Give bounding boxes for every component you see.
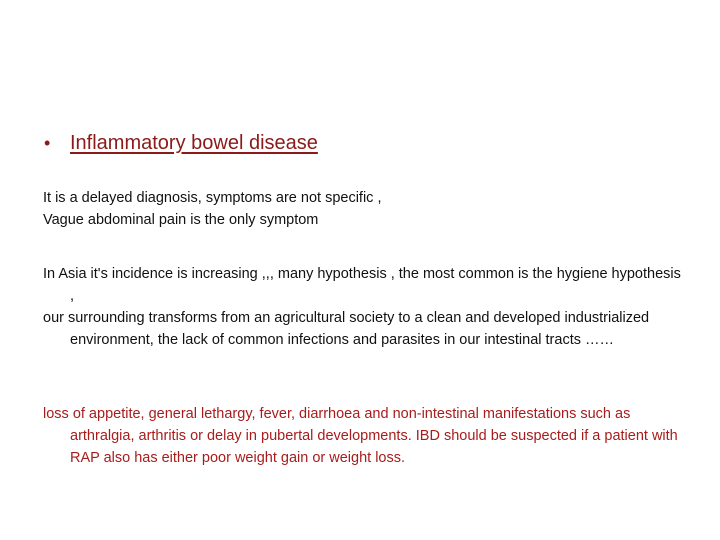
symptom-text-block bbox=[43, 187, 683, 231]
bullet-icon: • bbox=[44, 133, 51, 153]
manifestations-text-block bbox=[43, 403, 683, 469]
paragraph-manifestations: loss of appetite, general lethargy, fever, diarrhoea and non-intestinal manifestations such as arthralgia, arthritis or delay in pubertal developments. IBD should be suspected if a patient with RAP also has either poor weight gain or weight loss. bbox=[43, 406, 678, 466]
paragraph-asia-incidence: In Asia it's incidence is increasing ,,, many hypothesis , the most common is the hygiene hypothesis , bbox=[43, 266, 681, 304]
hypothesis-text-block bbox=[43, 263, 683, 351]
paragraph-abdominal-pain: Vague abdominal pain is the only symptom bbox=[43, 212, 319, 228]
slide-heading bbox=[44, 132, 318, 155]
paragraph-environment: our surrounding transforms from an agricultural society to a clean and developed industrialized environment, the lack of common infections and parasites in our intestinal tracts …… bbox=[43, 310, 650, 348]
heading-text: Inflammatory bowel disease bbox=[70, 132, 318, 154]
paragraph-delayed-diagnosis: It is a delayed diagnosis, symptoms are not specific , bbox=[43, 190, 382, 206]
